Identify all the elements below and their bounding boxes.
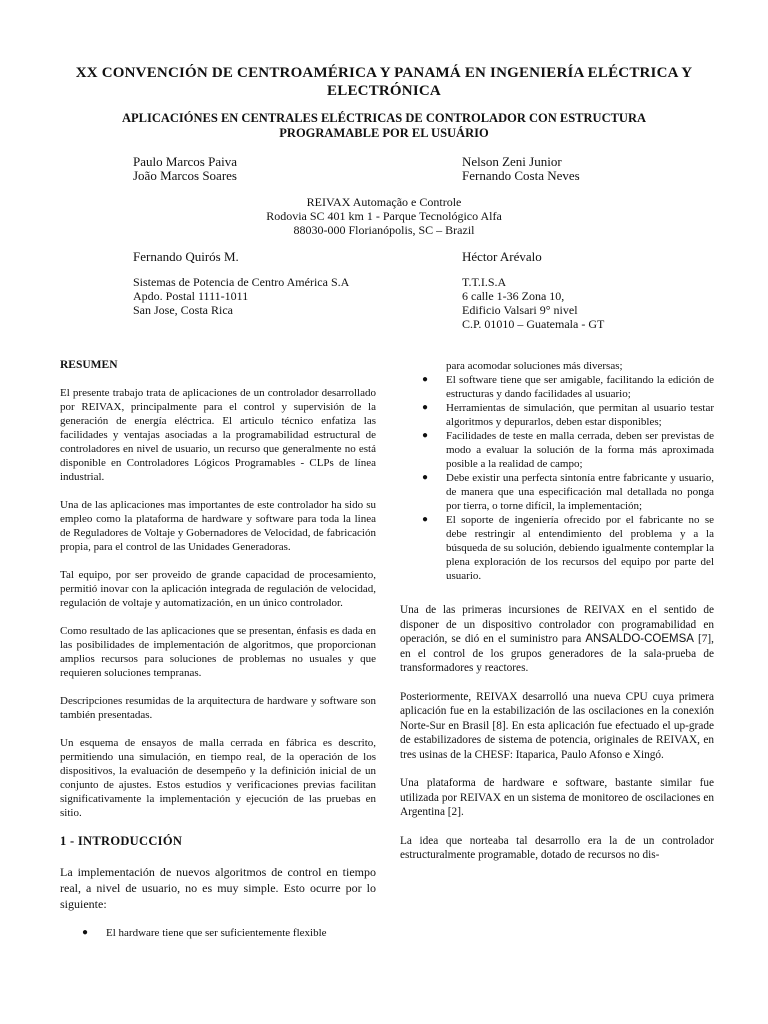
author-paulo-paiva: Paulo Marcos Paiva	[133, 154, 237, 169]
bullet-icon: ●	[422, 430, 429, 441]
resumen-paragraph-4: Como resultado de las aplicaciones que se presentan, énfasis es dada en las posibilidades de implementación de algoritmos, que proporcionan amplios recursos para soluciones de problemas no usuales y que requieren soluciones tempranas.	[60, 625, 376, 679]
affiliation-reivax-line2: Rodovia SC 401 km 1 - Parque Tecnológico Alfa	[266, 209, 502, 223]
author-hector-arevalo: Héctor Arévalo	[462, 249, 542, 264]
bullet-text-6: El soporte de ingeniería ofrecido por el fabricante no se debe restringir al entendimiento del problema y a la búsqueda de su solución, debiendo igualmente contemplar la plena exploración de los recursos del equipo por parte del usuario.	[446, 514, 714, 582]
affiliation-left	[133, 275, 349, 317]
author-fernando-neves: Fernando Costa Neves	[462, 168, 580, 183]
list-item	[400, 401, 714, 429]
body-paragraph-1	[400, 603, 714, 676]
affiliation-right-line1: T.T.I.S.A	[462, 275, 507, 289]
affiliation-reivax	[200, 195, 568, 237]
bullet-continuation: para acomodar soluciones más diversas;	[446, 360, 623, 372]
list-item	[400, 429, 714, 471]
bullet-text-3: Herramientas de simulación, que permitan al usuario testar algoritmos y depurarlos, deben estar disponibles;	[446, 402, 714, 428]
left-column	[60, 358, 376, 954]
body-paragraph-2: Posteriormente, REIVAX desarrolló una nueva CPU cuya primera aplicación fue en la estabilización de las oscilaciones en la conexión Norte-Sur en Brasil [8]. En esta aplicación fue efectuado el up-grade de estabilizadores de sistema de potencia, originales de REIVAX, en tres usinas de la CHESF: Itaparica, Paulo Afonso e Xingó.	[400, 690, 714, 761]
bullet-icon: ●	[422, 374, 429, 385]
resumen-heading: RESUMEN	[60, 359, 118, 371]
body-paragraph-1-c: [7], en el control de los grupos generadores de la sala-prueba de transformadores y reactores.	[400, 633, 714, 674]
intro-bullet-list	[60, 926, 376, 940]
affiliation-right-line4: C.P. 01010 – Guatemala - GT	[462, 317, 605, 331]
body-paragraph-1-b: ANSALDO-COEMSA	[585, 633, 694, 645]
conference-title: XX CONVENCIÓN DE CENTROAMÉRICA Y PANAMÁ EN INGENIERÍA ELÉCTRICA Y ELECTRÓNICA	[75, 65, 693, 99]
bullet-text-1: El hardware tiene que ser suficientemente flexible	[106, 927, 327, 939]
intro-paragraph-1: La implementación de nuevos algoritmos de control en tiempo real, a nivel de usuario, no es muy simple. Esto ocurre por lo siguiente:	[60, 865, 376, 911]
intro-bullet-list-continued	[400, 373, 714, 583]
author-joao-soares: João Marcos Soares	[133, 168, 237, 183]
affiliation-left-line3: San Jose, Costa Rica	[133, 303, 233, 317]
body-paragraph-3: Una plataforma de hardware e software, bastante similar fue utilizada por REIVAX en un sistema de monitoreo de oscilaciones en Argentina [2].	[400, 777, 714, 818]
bullet-text-2: El software tiene que ser amigable, facilitando la edición de estructuras y dando facilidades al usuario;	[446, 374, 714, 400]
body-paragraph-4: La idea que norteaba tal desarrollo era la de un controlador estructuralmente programable, dotado de recursos no dis-	[400, 834, 714, 861]
affiliation-reivax-line3: 88030-000 Florianópolis, SC – Brazil	[293, 223, 475, 237]
list-item	[60, 926, 376, 940]
affiliation-right-line2: 6 calle 1-36 Zona 10,	[462, 289, 565, 303]
resumen-paragraph-2: Una de las aplicaciones mas importantes de este controlador ha sido su empleo como la plataforma de hardware y software para toda la linea de Reguladores de Voltaje y Gobernadores de Velocidad, de fabricación propia, para el control de las Unidades Generadoras.	[60, 499, 376, 553]
resumen-paragraph-5: Descripciones resumidas de la arquitectura de hardware y software son también presentadas.	[60, 695, 376, 721]
body-paragraph-1-a: Una de las primeras incursiones de REIVAX en el sentido de disponer de un dispositivo controlador con programabilidad en operación, se dió en el suministro para	[400, 604, 714, 645]
bullet-icon: ●	[422, 402, 429, 413]
right-column	[400, 359, 714, 877]
author-fernando-quiros: Fernando Quirós M.	[133, 249, 239, 264]
list-item	[400, 373, 714, 401]
list-item	[400, 471, 714, 513]
affiliation-reivax-line1: REIVAX Automação e Controle	[306, 195, 462, 209]
affiliation-right	[462, 275, 604, 331]
bullet-icon: ●	[422, 472, 429, 483]
list-item	[400, 513, 714, 583]
bullet-text-5: Debe existir una perfecta sintonía entre fabricante y usuario, de manera que una especificación mal detallada no ponga por tierra, o torne difícil, la implementación;	[446, 472, 714, 512]
bullet-icon: ●	[82, 927, 89, 938]
resumen-paragraph-6: Un esquema de ensayos de malla cerrada en fábrica es descrito, permitiendo una simulación, en tiempo real, de la operación de los dispositivos, la evaluación de desempeño y la definición inicial de un conjunto de ajustes. Estos estudios y verificaciones previas facilitan significativamente la implementación y ejecución de las pruebas en sitio.	[60, 737, 376, 819]
introduccion-heading: 1 - INTRODUCCIÓN	[60, 834, 183, 848]
author-nelson-zeni: Nelson Zeni Junior	[462, 154, 562, 169]
paper-title: APLICACIÓNES EN CENTRALES ELÉCTRICAS DE CONTROLADOR CON ESTRUCTURA PROGRAMABLE POR EL USUÁRIO	[121, 111, 647, 140]
bullet-icon: ●	[422, 514, 429, 525]
resumen-paragraph-1: El presente trabajo trata de aplicaciones de un controlador desarrollado por REIVAX, principalmente para el control y supervisión de la generación de energía eléctrica. El articulo técnico enfatiza las facilidades y ventajas asociadas a la programabilidad estructural de controladores en nivel de usuario, un recurso que generalmente no está disponible en Controladores Lógicos Programables - CLPs de línea industrial.	[60, 387, 376, 483]
bullet-text-4: Facilidades de teste en malla cerrada, deben ser previstas de modo a evaluar la solución de la forma más aproximada posible a la realidad de campo;	[446, 430, 714, 470]
resumen-paragraph-3: Tal equipo, por ser proveido de grande capacidad de procesamiento, permitió inovar con la aplicación integrada de regulación de velocidad, regulación de voltaje y automatización, en un único controlador.	[60, 569, 376, 609]
affiliation-left-line2: Apdo. Postal 1111-1011	[133, 289, 249, 303]
affiliation-right-line3: Edificio Valsari 9° nivel	[462, 303, 578, 317]
affiliation-left-line1: Sistemas de Potencia de Centro América S.A	[133, 275, 350, 289]
